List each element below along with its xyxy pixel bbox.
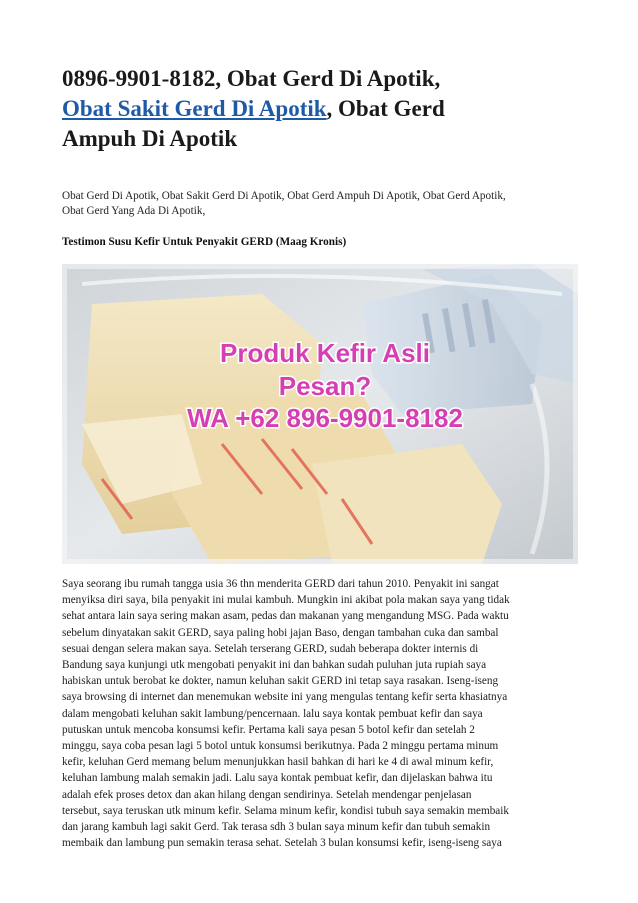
photo-illustration [62,264,578,564]
page-title [62,64,582,154]
body-line: sehat antara lain saya sering makan asam, pedas dan makanan yang mengandung MSG. Pada waktu [62,610,509,623]
body-line: adalah efek proses detox dan akan hilang dengan sendirinya. Setelah mendengar penjelasan [62,788,472,801]
body-line: membaik dan lambung pun semakin terasa sehat. Setelah 3 bulan konsumsi kefir, iseng-iseng saya [62,837,502,850]
body-line: Bandung saya kunjungi utk mengobati penyakit ini dan bahkan sudah puluhan juta rupiah saya [62,659,487,672]
title-part-3: Ampuh Di Apotik [62,126,238,151]
body-line: sesuai dengan selera makan saya. Setelah terserang GERD, sudah beberapa dokter internis di [62,642,479,655]
body-line: kefir, keluhan Gerd memang belum menunjukkan hasil bahkan di hari ke 4 di awal minum kefir, [62,756,494,769]
body-line: saya browsing di internet dan menemukan website ini yang mengulas tentang kefir serta khasiatnya [62,691,508,704]
body-line: menyiksa diri saya, bila penyakit ini mulai kambuh. Mungkin ini akibat pola makan saya yang tidak [62,594,510,607]
keywords-line-2: Obat Gerd Yang Ada Di Apotik, [62,205,206,217]
body-line: putuskan untuk mencoba konsumsi kefir. Pertama kali saya pesan 5 botol kefir dan setelah 2 [62,723,475,736]
title-link[interactable]: Obat Sakit Gerd Di Apotik [62,96,327,121]
title-part-1: 0896-9901-8182, Obat Gerd Di Apotik, [62,66,441,91]
keywords-paragraph [62,189,578,219]
keywords-line-1: Obat Gerd Di Apotik, Obat Sakit Gerd Di Apotik, Obat Gerd Ampuh Di Apotik, Obat Gerd Apotik, [62,190,506,202]
body-line: sebelum dinyatakan sakit GERD, saya paling hobi jajan Baso, dengan tambahan cuka dan sambal [62,626,499,639]
title-part-2: , Obat Gerd [326,96,445,121]
overlay-line-1: Produk Kefir Asli [220,338,430,368]
body-line: Saya seorang ibu rumah tangga usia 36 thn menderita GERD dari tahun 2010. Penyakit ini sangat [62,578,499,590]
body-line: minggu, saya coba pesan lagi 5 botol untuk konsumsi berikutnya. Pada 2 minggu pertama minum [62,740,499,753]
overlay-line-2: Pesan? [278,371,372,401]
testimonial-body [62,576,578,851]
body-line: dalam mengobati keluhan sakit lambung/pencernaan. lalu saya kontak pembuat kefir dan saya [62,707,483,720]
body-line: habiskan untuk berobat ke dokter, namun keluhan sakit GERD ini tetap saya rasakan. Iseng-iseng [62,675,499,688]
kefir-product-photo [62,264,578,564]
body-line: tersebut, saya teruskan utk minum kefir. Selama minum kefir, kondisi tubuh saya semakin membaik [62,804,509,817]
body-line: keluhan lambung malah semakin jadi. Lalu saya kontak pembuat kefir, dan dijelaskan bahwa itu [62,772,493,785]
kefir-bag [312,444,502,564]
section-heading: Testimon Susu Kefir Untuk Penyakit GERD (Maag Kronis) [62,236,347,248]
overlay-line-3: WA +62 896-9901-8182 [187,403,463,433]
body-line: dan jarang kambuh lagi sakit Gerd. Tak terasa sdh 3 bulan saya minum kefir dan tubuh semakin [62,821,491,834]
